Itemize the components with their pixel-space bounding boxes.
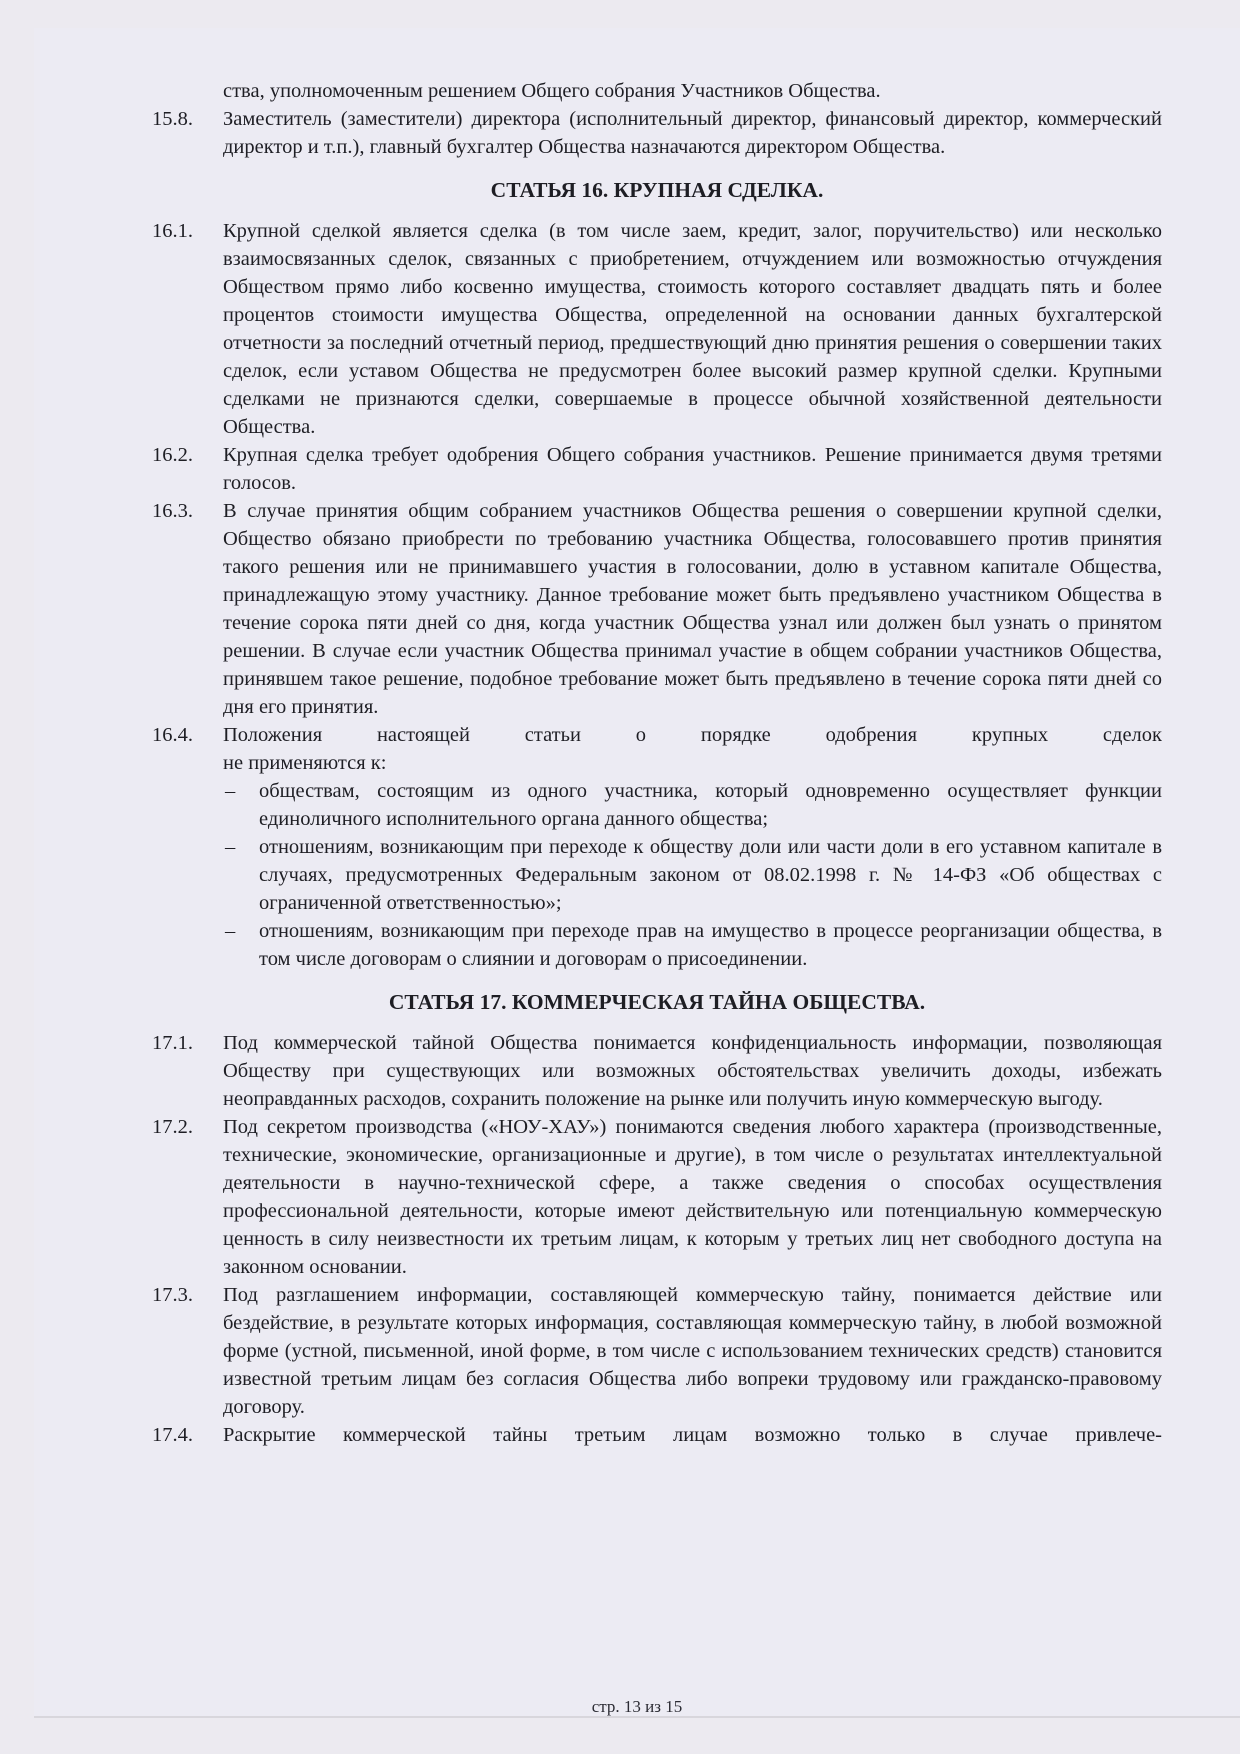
clause-text: Под секретом производства («НОУ-ХАУ») понимаются сведения любого характера (производственные, технические, экономические, организационные и другие), в том числе о результатах интеллектуальной деятельности в научно-технической сфере, а также сведения о способах осуществления профессиональной деятельности, которые имеют действительную или потенциальную коммерческую ценность в силу неизвестности их третьим лицам, к которым у третьих лиц нет свободного доступа на законном основании. [223, 1116, 1162, 1278]
clause-number: 15.8. [152, 108, 193, 130]
dash-bullet: – [225, 780, 236, 802]
article-17-title: СТАТЬЯ 17. КОММЕРЧЕСКАЯ ТАЙНА ОБЩЕСТВА. [388, 990, 926, 1014]
clause-text: Под разглашением информации, составляющей коммерческую тайну, понимается действие или бездействие, в результате которых информация, составляющая коммерческую тайну, в любой возможной форме (устной, письменной, иной форме, в том числе с использованием технических средств) становится известной третьим лицам без согласия Общества либо вопреки трудовому или гражданско-правовому договору. [223, 1284, 1162, 1418]
continuation-text: ства, уполномоченным решением Общего собрания Участников Общества. [223, 80, 881, 102]
document-body [152, 77, 1162, 1449]
clause-17-3 [152, 1281, 1162, 1421]
clause-number: 16.1. [152, 220, 193, 242]
clause-text: В случае принятия общим собранием участников Общества решения о совершении крупной сделки, Общество обязано приобрести по требованию участника Общества, голосовавшего против принятия такого решения или не принимавшего участия в голосовании, долю в уставном капитале Общества, принадлежащую этому участнику. Данное требование может быть предъявлено участником Общества в течение сорока пяти дней со дня, когда участник Общества узнал или должен был узнать о принятом решении. В случае если участник Общества принимал участие в общем собрании участников Общества, принявшем такое решение, подобное требование может быть предъявлено в течение сорока пяти дней со дня его принятия. [223, 500, 1162, 718]
clause-15-8 [152, 105, 1162, 161]
clause-number: 17.3. [152, 1284, 193, 1306]
exceptions-list [223, 777, 1162, 973]
dash-bullet: – [225, 836, 236, 858]
clause-text-line-1: Положения настоящей статьи о порядке одобрения крупных сделок [223, 724, 1162, 746]
clause-number: 16.3. [152, 500, 193, 522]
clause-number: 17.4. [152, 1424, 193, 1446]
page-number: стр. 13 из 15 [591, 1697, 683, 1716]
clause-text-wrapper [223, 721, 1162, 777]
clause-text: Заместитель (заместители) директора (исполнительный директор, финансовый директор, коммерческий директор и т.п.), главный бухгалтер Общества назначаются директором Общества. [223, 108, 1162, 158]
clause-text-line-2: не применяются к: [223, 752, 387, 774]
list-item-text: отношениям, возникающим при переходе прав на имущество в процессе реорганизации общества, в том числе договорам о слиянии и договорам о присоединении. [259, 920, 1162, 970]
page-edge-divider [34, 1716, 1240, 1718]
clause-16-1 [152, 217, 1162, 441]
list-item [223, 917, 1162, 973]
list-item-text: обществам, состоящим из одного участника, который одновременно осуществляет функции единоличного исполнительного органа данного общества; [259, 780, 1162, 830]
clause-number: 17.1. [152, 1032, 193, 1054]
article-16-title: СТАТЬЯ 16. КРУПНАЯ СДЕЛКА. [490, 178, 824, 202]
clause-16-4 [152, 721, 1162, 777]
clause-text: Крупная сделка требует одобрения Общего собрания участников. Решение принимается двумя третями голосов. [223, 444, 1162, 494]
clause-number: 16.4. [152, 724, 193, 746]
clause-17-4 [152, 1421, 1162, 1449]
clause-16-2 [152, 441, 1162, 497]
clause-number: 17.2. [152, 1116, 193, 1138]
clause-text: Крупной сделкой является сделка (в том числе заем, кредит, залог, поручительство) или несколько взаимосвязанных сделок, связанных с приобретением, отчуждением или возможностью отчуждения Обществом прямо либо косвенно имущества, стоимость которого составляет двадцать пять и более процентов стоимости имущества Общества, определенной на основании данных бухгалтерской отчетности за последний отчетный период, предшествующий дню принятия решения о совершении таких сделок, если уставом Общества не предусмотрен более высокий размер крупной сделки. Крупными сделками не признаются сделки, совершаемые в процессе обычной хозяйственной деятельности Общества. [223, 220, 1162, 438]
clause-number: 16.2. [152, 444, 193, 466]
dash-bullet: – [225, 920, 236, 942]
list-item [223, 833, 1162, 917]
list-item-text: отношениям, возникающим при переходе к обществу доли или части доли в его уставном капитале в случаях, предусмотренных Федеральным законом от 08.02.1998 г. № 14-ФЗ «Об обществах с ограниченной ответственностью»; [259, 836, 1162, 914]
list-item [223, 777, 1162, 833]
clause-text: Под коммерческой тайной Общества понимается конфиденциальность информации, позволяющая Обществу при существующих или возможных обстоятельствах увеличить доходы, избежать неоправданных расходов, сохранить положение на рынке или получить иную коммерческую выгоду. [223, 1032, 1162, 1110]
clause-text: Раскрытие коммерческой тайны третьим лицам возможно только в случае привлече- [223, 1424, 1162, 1446]
clause-17-1 [152, 1029, 1162, 1113]
clause-16-3 [152, 497, 1162, 721]
document-page [34, 28, 1240, 1718]
clause-17-2 [152, 1113, 1162, 1281]
